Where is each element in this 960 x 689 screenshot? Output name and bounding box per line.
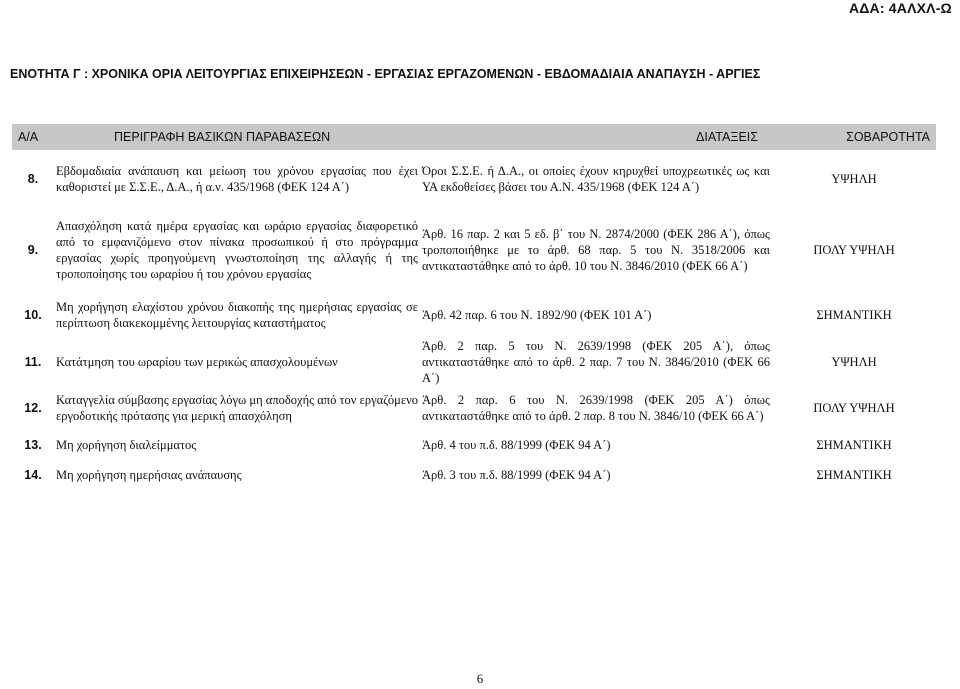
violation-description: Απασχόληση κατά ημέρα εργασίας και ωράριο εργασίας διαφορετικό από το εμφανιζόμενο στον πίνακα προσωπικού ή στο πρόγραμμα εργασίας χωρίς προηγούμενη γνωστοποίηση της αλλαγής ή της τροποποίησης του ωραρίου ή του χρόνου εργασίας (56, 219, 418, 281)
legal-provisions: Άρθ. 2 παρ. 5 του Ν. 2639/1998 (ΦΕΚ 205 Α΄), όπως αντικαταστάθηκε από το άρθ. 2 παρ. 7 του Ν. 3846/2010 (ΦΕΚ 66 Α΄) (422, 339, 770, 385)
violation-description: Μη χορήγηση ελαχίστου χρόνου διακοπής της ημερήσιας εργασίας σε περίπτωση διακεκομμένης λειτουργίας καταστήματος (56, 300, 418, 330)
table-header-row (12, 124, 936, 150)
legal-provisions: Όροι Σ.Σ.Ε. ή Δ.Α., οι οποίες έχουν κηρυχθεί υποχρεωτικές ως και ΥΑ εκδοθείσες βάσει του Α.Ν. 435/1968 (ΦΕΚ 124 Α΄) (422, 164, 770, 194)
row-number: 11. (24, 355, 42, 369)
table-row (12, 460, 936, 490)
table-row (12, 150, 936, 208)
severity-level: ΥΨΗΛΗ (831, 355, 877, 369)
severity-level: ΣΗΜΑΝΤΙΚΗ (816, 308, 892, 322)
row-number: 9. (27, 243, 39, 257)
table-row (12, 386, 936, 430)
severity-level: ΠΟΛΥ ΥΨΗΛΗ (813, 401, 895, 415)
header-num: Α/Α (12, 124, 54, 150)
row-number: 8. (27, 172, 39, 186)
table-row (12, 292, 936, 338)
severity-level: ΥΨΗΛΗ (831, 172, 877, 186)
violations-table (12, 124, 936, 490)
violation-description: Εβδομαδιαία ανάπαυση και μείωση του χρόνου εργασίας που έχει καθοριστεί με Σ.Σ.Ε., Δ.Α., ή α.ν. 435/1968 (ΦΕΚ 124 Α΄) (56, 164, 418, 194)
row-number: 10. (24, 308, 42, 322)
legal-provisions: Άρθ. 2 παρ. 6 του Ν. 2639/1998 (ΦΕΚ 205 Α΄) όπως αντικαταστάθηκε από το άρθ. 2 παρ. 8 του Ν. 3846/10 (ΦΕΚ 66 Α΄) (422, 393, 770, 423)
legal-provisions: Άρθ. 16 παρ. 2 και 5 εδ. β΄ του Ν. 2874/2000 (ΦΕΚ 286 Α΄), όπως τροποποιήθηκε με το άρθ. 68 παρ. 5 του Ν. 3518/2006 και αντικαταστάθηκε από το άρθ. 10 του Ν. 3846/2010 (ΦΕΚ 66 Α΄) (422, 227, 770, 273)
page-number: 6 (476, 671, 484, 686)
severity-level: ΠΟΛΥ ΥΨΗΛΗ (813, 243, 895, 257)
header-provisions: ΔΙΑΤΑΞΕΙΣ (420, 124, 772, 150)
header-severity: ΣΟΒΑΡΟΤΗΤΑ (772, 124, 936, 150)
header-description: ΠΕΡΙΓΡΑΦΗ ΒΑΣΙΚΩΝ ΠΑΡΑΒΑΣΕΩΝ (54, 124, 420, 150)
table-row (12, 430, 936, 460)
legal-provisions: Άρθ. 4 του π.δ. 88/1999 (ΦΕΚ 94 Α΄) (422, 438, 611, 452)
violation-description: Κατάτμηση του ωραρίου των μερικώς απασχολουμένων (56, 355, 338, 369)
violation-description: Μη χορήγηση διαλείμματος (56, 438, 197, 452)
severity-level: ΣΗΜΑΝΤΙΚΗ (816, 468, 892, 482)
row-number: 12. (24, 401, 42, 415)
row-number: 14. (24, 468, 42, 482)
section-title: ΕΝΟΤΗΤΑ Γ : ΧΡΟΝΙΚΑ ΟΡΙΑ ΛΕΙΤΟΥΡΓΙΑΣ ΕΠΙΧΕΙΡΗΣΕΩΝ - ΕΡΓΑΣΙΑΣ ΕΡΓΑΖΟΜΕΝΩΝ - ΕΒΔΟΜΑΔΙΑΙΑ ΑΝΑΠΑΥΣΗ - ΑΡΓΙΕΣ (10, 67, 761, 81)
severity-level: ΣΗΜΑΝΤΙΚΗ (816, 438, 892, 452)
legal-provisions: Άρθ. 42 παρ. 6 του Ν. 1892/90 (ΦΕΚ 101 Α΄) (422, 308, 652, 322)
ada-code: ΑΔΑ: 4ΑΛΧΛ-Ω (848, 0, 952, 16)
violation-description: Καταγγελία σύμβασης εργασίας λόγω μη αποδοχής από τον εργαζόμενο εργοδοτικής πρότασης για μερική απασχόληση (56, 393, 418, 423)
table-row (12, 208, 936, 292)
legal-provisions: Άρθ. 3 του π.δ. 88/1999 (ΦΕΚ 94 Α΄) (422, 468, 611, 482)
row-number: 13. (24, 438, 42, 452)
table-row (12, 338, 936, 386)
violation-description: Μη χορήγηση ημερήσιας ανάπαυσης (56, 468, 242, 482)
